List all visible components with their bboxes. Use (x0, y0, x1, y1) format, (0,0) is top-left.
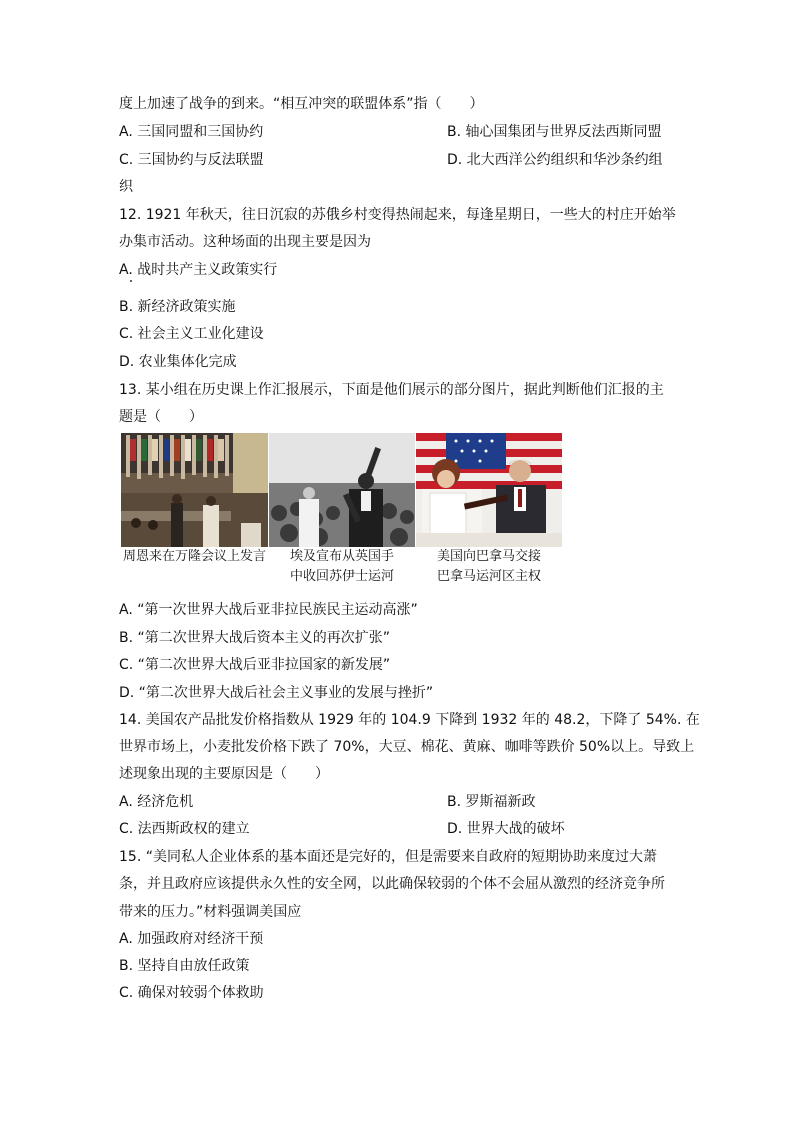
q15-stem-line1: 15. “美同私人企业体系的基本面还是完好的，但是需要来自政府的短期协助来度过大萧 (119, 849, 657, 865)
q13-option-b[interactable]: B. “第二次世界大战后资本主义的再次扩张” (119, 630, 391, 646)
q13-stem-line1: 13. 某小组在历史课上作汇报展示，下面是他们展示的部分图片，据此判断他们汇报的主 (119, 382, 664, 398)
q11-option-a[interactable]: A. 三国同盟和三国协约 (119, 124, 264, 140)
q14-option-a[interactable]: A. 经济危机 (119, 794, 194, 810)
q15-option-a[interactable]: A. 加强政府对经济干预 (119, 931, 264, 947)
q14-stem-line1: 14. 美国农产品批发价格指数从 1929 年的 104.9 下降到 1932 年的 48.2，下降了 54%. 在 (119, 712, 700, 728)
q12-option-a[interactable]: A. 战时共产主义政策实行 (119, 262, 278, 278)
q14-stem-line2: 世界市场上，小麦批发价格下跌了 70%，大豆、棉花、黄麻、咖啡等跌价 50%以上。导致上 (119, 739, 695, 755)
q15-stem-line3: 带来的压力。”材料强调美国应 (119, 904, 302, 920)
q13-option-a[interactable]: A. “第一次世界大战后亚非拉民族民主运动高涨” (119, 602, 418, 618)
stray-dot (130, 280, 132, 282)
q11-option-d[interactable]: D. 北大西洋公约组织和华沙条约组 (447, 152, 663, 168)
q11-option-c[interactable]: C. 三国协约与反法联盟 (119, 152, 264, 168)
photo-suez-canal-announcement (269, 433, 415, 547)
q11-stem-tail: 度上加速了战争的到来。“相互冲突的联盟体系”指（ ） (119, 96, 484, 112)
q14-option-d[interactable]: D. 世界大战的破坏 (447, 821, 565, 837)
q14-stem-line3: 述现象出现的主要原因是（ ） (119, 766, 329, 782)
q11-option-b[interactable]: B. 轴心国集团与世界反法西斯同盟 (447, 124, 662, 140)
q13-stem-line2: 题是（ ） (119, 409, 203, 425)
q14-option-b[interactable]: B. 罗斯福新政 (447, 794, 536, 810)
q12-option-c[interactable]: C. 社会主义工业化建设 (119, 326, 264, 342)
photo-bandung-conference (121, 433, 268, 547)
q15-stem-line2: 条，并且政府应该提供永久性的安全网，以此确保较弱的个体不会屈从激烈的经济竞争所 (119, 876, 665, 892)
photo-1-caption: 周恩来在万隆会议上发言 (122, 549, 266, 564)
photo-3-caption-line2: 巴拿马运河区主权 (436, 569, 541, 584)
photo-panama-canal-handover (416, 433, 562, 547)
q14-option-c[interactable]: C. 法西斯政权的建立 (119, 821, 250, 837)
q12-stem-line2: 办集市活动。这种场面的出现主要是因为 (119, 234, 371, 250)
q12-option-b[interactable]: B. 新经济政策实施 (119, 299, 236, 315)
q11-option-d-wrap: 织 (119, 179, 133, 195)
q15-option-c[interactable]: C. 确保对较弱个体救助 (119, 985, 264, 1001)
q15-option-b[interactable]: B. 坚持自由放任政策 (119, 958, 250, 974)
q12-stem-line1: 12. 1921 年秋天，往日沉寂的苏俄乡村变得热闹起来，每逢星期日，一些大的村庄开始举 (119, 207, 676, 223)
photo-2-caption-line1: 埃及宣布从英国手 (289, 549, 394, 564)
q13-option-c[interactable]: C. “第二次世界大战后亚非拉国家的新发展” (119, 657, 391, 673)
q12-option-d[interactable]: D. 农业集体化完成 (119, 354, 237, 370)
q13-option-d[interactable]: D. “第二次世界大战后社会主义事业的发展与挫折” (119, 685, 434, 701)
photo-3-caption-line1: 美国向巴拿马交接 (436, 549, 541, 564)
photo-2-caption-line2: 中收回苏伊士运河 (289, 569, 394, 584)
